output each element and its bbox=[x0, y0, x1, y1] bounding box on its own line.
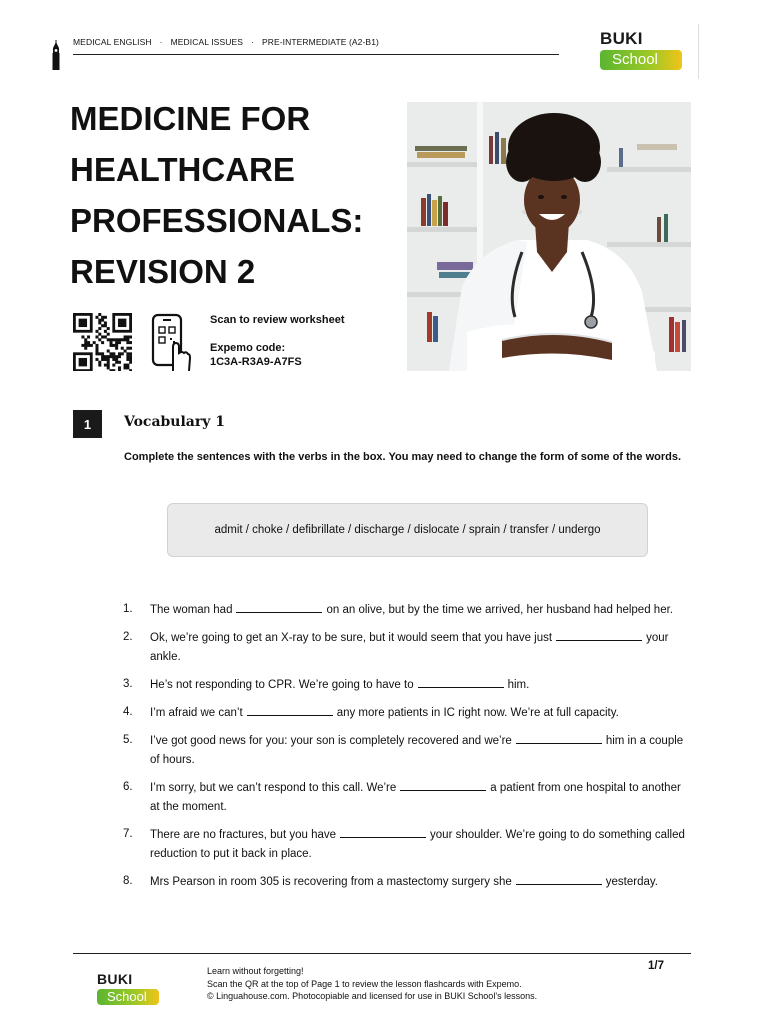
sentence-start: Mrs Pearson in room 305 is recovering from a mastectomy surgery she bbox=[150, 876, 512, 888]
breadcrumb-item[interactable]: PRE-INTERMEDIATE (A2-B1) bbox=[261, 37, 379, 47]
qr-code-icon[interactable] bbox=[73, 313, 132, 371]
answer-blank[interactable] bbox=[236, 600, 322, 613]
breadcrumb-item[interactable]: MEDICAL ISSUES bbox=[170, 37, 244, 47]
title-line: PROFESSIONALS: bbox=[70, 202, 364, 239]
sentence-start: Ok, we’re going to get an X-ray to be sure, but it would seem that you have just bbox=[150, 632, 553, 644]
section-title: Vocabulary 1 bbox=[124, 414, 225, 430]
item-number: 7. bbox=[123, 828, 133, 840]
scan-label: Scan to review worksheet bbox=[210, 314, 345, 326]
sentence-end: a patient from one hospital to another at the moment. bbox=[150, 782, 681, 813]
answer-blank[interactable] bbox=[340, 825, 426, 838]
sentence-start: There are no fractures, but you have bbox=[150, 829, 337, 841]
sentence-start: I’ve got good news for you: your son is completely recovered and we’re bbox=[150, 735, 512, 747]
item-number: 6. bbox=[123, 781, 133, 793]
scan-info bbox=[210, 313, 345, 369]
item-number: 4. bbox=[123, 706, 133, 718]
logo-brand-text: BUKI bbox=[97, 971, 133, 987]
sentence-end: him. bbox=[507, 679, 530, 691]
sentence-end: yesterday. bbox=[605, 876, 658, 888]
answer-blank[interactable] bbox=[516, 731, 602, 744]
breadcrumb-separator: · bbox=[159, 37, 163, 47]
list-item bbox=[123, 825, 691, 864]
sentence-end: your shoulder. We’re going to do something called reduction to put it back in place. bbox=[150, 829, 685, 860]
sentence-end: on an olive, but by the time we arrived, her husband had helped her. bbox=[326, 604, 673, 616]
page-number: 1/7 bbox=[648, 960, 664, 972]
logo-divider bbox=[698, 24, 699, 79]
buki-school-logo[interactable] bbox=[600, 30, 682, 70]
breadcrumb-item[interactable]: MEDICAL ENGLISH bbox=[73, 37, 152, 47]
exercise-list bbox=[123, 600, 691, 892]
footer-text bbox=[207, 965, 537, 1003]
logo-pill-text: School bbox=[600, 50, 682, 70]
footer-tagline: Learn without forgetting! bbox=[207, 966, 304, 976]
item-number: 8. bbox=[123, 875, 133, 887]
item-number: 5. bbox=[123, 734, 133, 746]
list-item bbox=[123, 675, 691, 695]
section-number-badge: 1 bbox=[73, 410, 102, 438]
list-item bbox=[123, 703, 691, 723]
list-item bbox=[123, 600, 691, 620]
list-item bbox=[123, 872, 691, 892]
header-divider bbox=[73, 54, 559, 55]
sentence-end: him in a couple of hours. bbox=[150, 735, 684, 766]
breadcrumb bbox=[73, 37, 379, 47]
item-number: 3. bbox=[123, 678, 133, 690]
expemo-code-label: Expemo code: bbox=[210, 342, 286, 354]
sentence-start: I’m afraid we can’t bbox=[150, 707, 243, 719]
answer-blank[interactable] bbox=[556, 628, 642, 641]
big-ben-icon bbox=[50, 40, 62, 70]
word-box-text: admit / choke / defibrillate / discharge / dislocate / sprain / transfer / undergo bbox=[214, 524, 601, 536]
breadcrumb-separator: · bbox=[251, 37, 254, 47]
footer-copyright: © Linguahouse.com. Photocopiable and licensed for use in BUKI School’s lessons. bbox=[207, 991, 538, 1001]
title-line: REVISION 2 bbox=[70, 253, 256, 290]
item-number: 2. bbox=[123, 631, 133, 643]
answer-blank[interactable] bbox=[516, 872, 602, 885]
exercise-instructions: Complete the sentences with the verbs in the box. You may need to change the form of some of the words. bbox=[124, 451, 682, 463]
list-item bbox=[123, 628, 691, 667]
expemo-code: 1C3A-R3A9-A7FS bbox=[210, 356, 302, 368]
logo-brand-text: BUKI bbox=[600, 29, 643, 48]
list-item bbox=[123, 731, 691, 770]
sentence-start: I’m sorry, but we can’t respond to this call. We’re bbox=[150, 782, 397, 794]
footer-instruction: Scan the QR at the top of Page 1 to review the lesson flashcards with Expemo. bbox=[207, 978, 522, 989]
sentence-end: your ankle. bbox=[150, 632, 669, 663]
sentence-end: any more patients in IC right now. We’re at full capacity. bbox=[336, 707, 619, 719]
answer-blank[interactable] bbox=[247, 703, 333, 716]
doctor-photo bbox=[407, 102, 691, 371]
title-line: HEALTHCARE bbox=[70, 151, 295, 188]
logo-pill-text: School bbox=[97, 989, 159, 1005]
sentence-start: He’s not responding to CPR. We’re going to have to bbox=[150, 679, 414, 691]
page-title bbox=[70, 93, 390, 297]
buki-school-logo-footer[interactable] bbox=[97, 972, 159, 1006]
phone-tap-icon bbox=[151, 313, 191, 371]
list-item bbox=[123, 778, 691, 817]
footer-divider bbox=[73, 953, 691, 954]
word-box bbox=[167, 503, 648, 557]
answer-blank[interactable] bbox=[400, 778, 486, 791]
title-line: MEDICINE FOR bbox=[70, 100, 311, 137]
answer-blank[interactable] bbox=[418, 675, 504, 688]
sentence-start: The woman had bbox=[150, 604, 233, 616]
item-number: 1. bbox=[123, 603, 133, 615]
